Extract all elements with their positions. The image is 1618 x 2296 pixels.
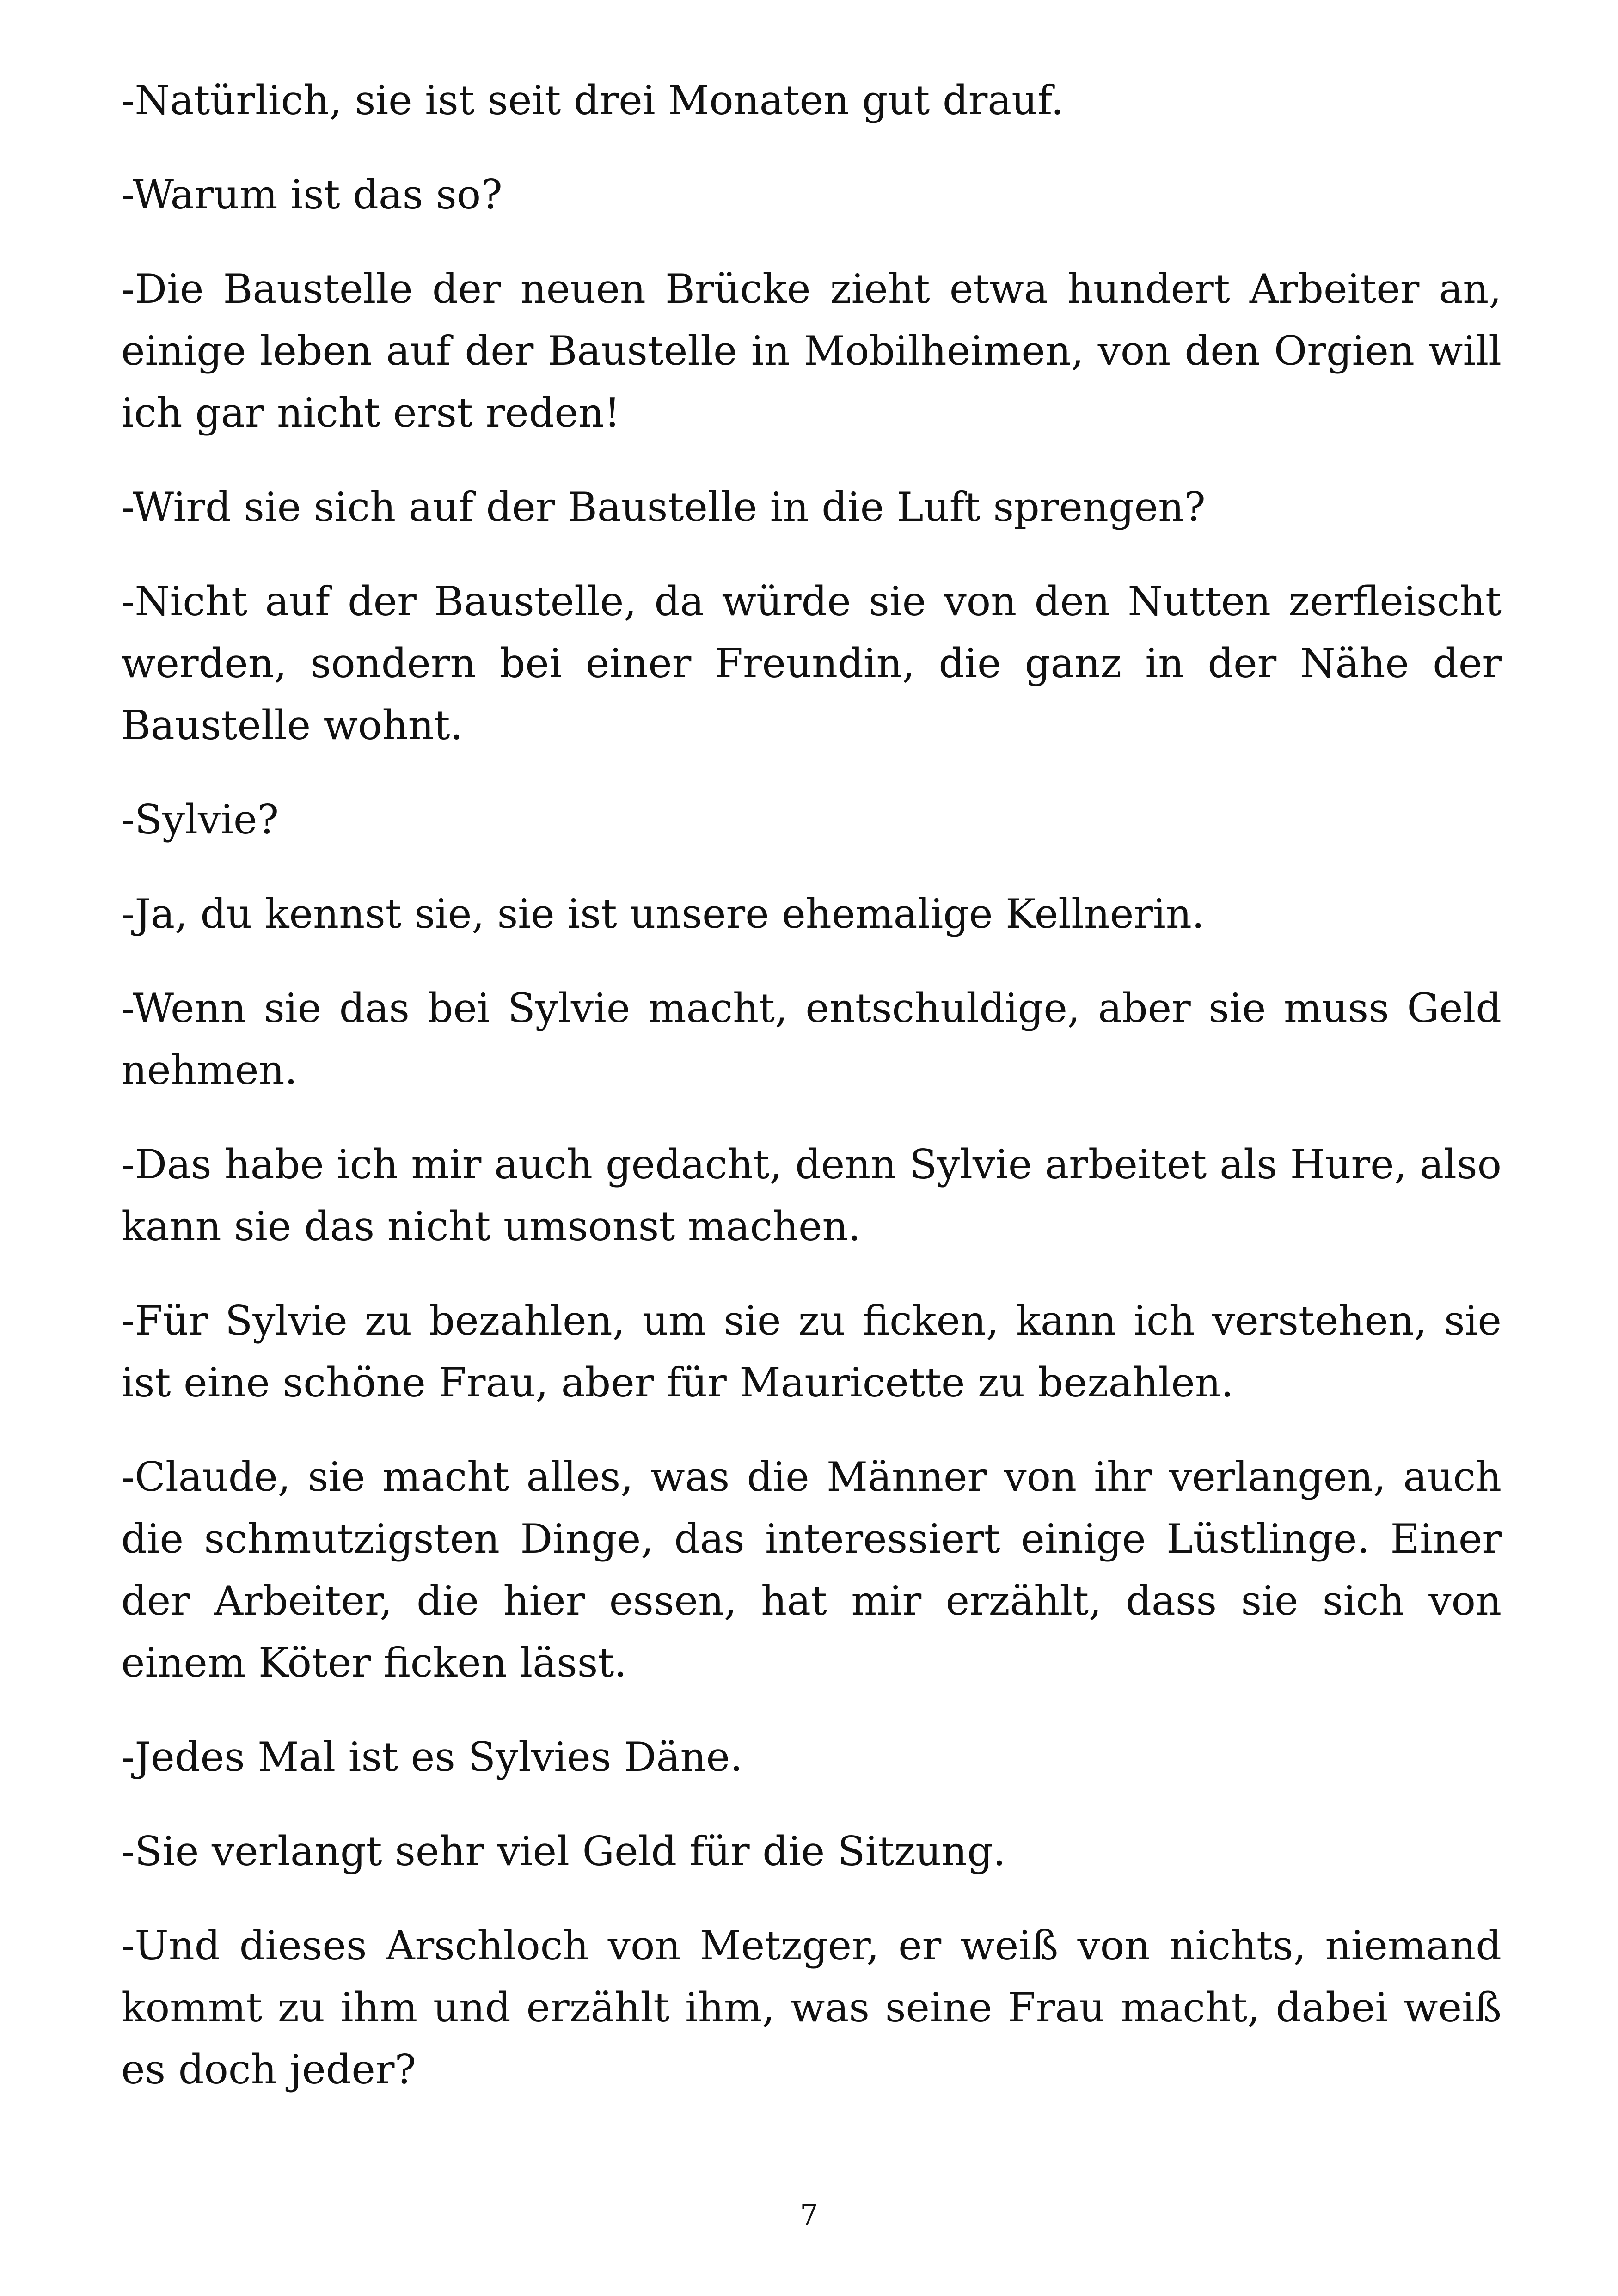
paragraph: -Wenn sie das bei Sylvie macht, entschuldige, aber sie muss Geld nehmen. [121, 985, 1502, 1094]
paragraph: -Warum ist das so? [121, 171, 503, 218]
paragraph: -Sie verlangt sehr viel Geld für die Sitzung. [121, 1828, 1006, 1875]
paragraph: -Für Sylvie zu bezahlen, um sie zu ficken, kann ich verstehen, sie ist eine schöne Frau, aber für Mauricette zu bezahlen. [121, 1297, 1502, 1406]
paragraph: -Nicht auf der Baustelle, da würde sie von den Nutten zerfleischt werden, sondern bei einer Freundin, die ganz in der Nähe der Baustelle wohnt. [121, 578, 1502, 749]
body-text [121, 69, 1502, 2133]
paragraph: -Sylvie? [121, 796, 279, 843]
paragraph: -Jedes Mal ist es Sylvies Däne. [121, 1733, 743, 1781]
page-number: 7 [800, 2198, 818, 2232]
paragraph: -Die Baustelle der neuen Brücke zieht etwa hundert Arbeiter an, einige leben auf der Baustelle in Mobilheimen, von den Orgien will ich gar nicht erst reden! [121, 265, 1502, 436]
paragraph: -Claude, sie macht alles, was die Männer von ihr verlangen, auch die schmutzigsten Dinge, das interessiert einige Lüstlinge. Einer der Arbeiter, die hier essen, hat mir erzählt, dass sie sich von einem Köter ficken lässt. [121, 1453, 1502, 1686]
paragraph: -Und dieses Arschloch von Metzger, er weiß von nichts, niemand kommt zu ihm und erzählt ihm, was seine Frau macht, dabei weiß es doch jeder? [121, 1922, 1502, 2093]
paragraph: -Wird sie sich auf der Baustelle in die Luft sprengen? [121, 484, 1206, 531]
paragraph: -Das habe ich mir auch gedacht, denn Sylvie arbeitet als Hure, also kann sie das nicht umsonst machen. [121, 1141, 1502, 1250]
paragraph: -Natürlich, sie ist seit drei Monaten gut drauf. [121, 77, 1064, 124]
paragraph: -Ja, du kennst sie, sie ist unsere ehemalige Kellnerin. [121, 890, 1205, 937]
